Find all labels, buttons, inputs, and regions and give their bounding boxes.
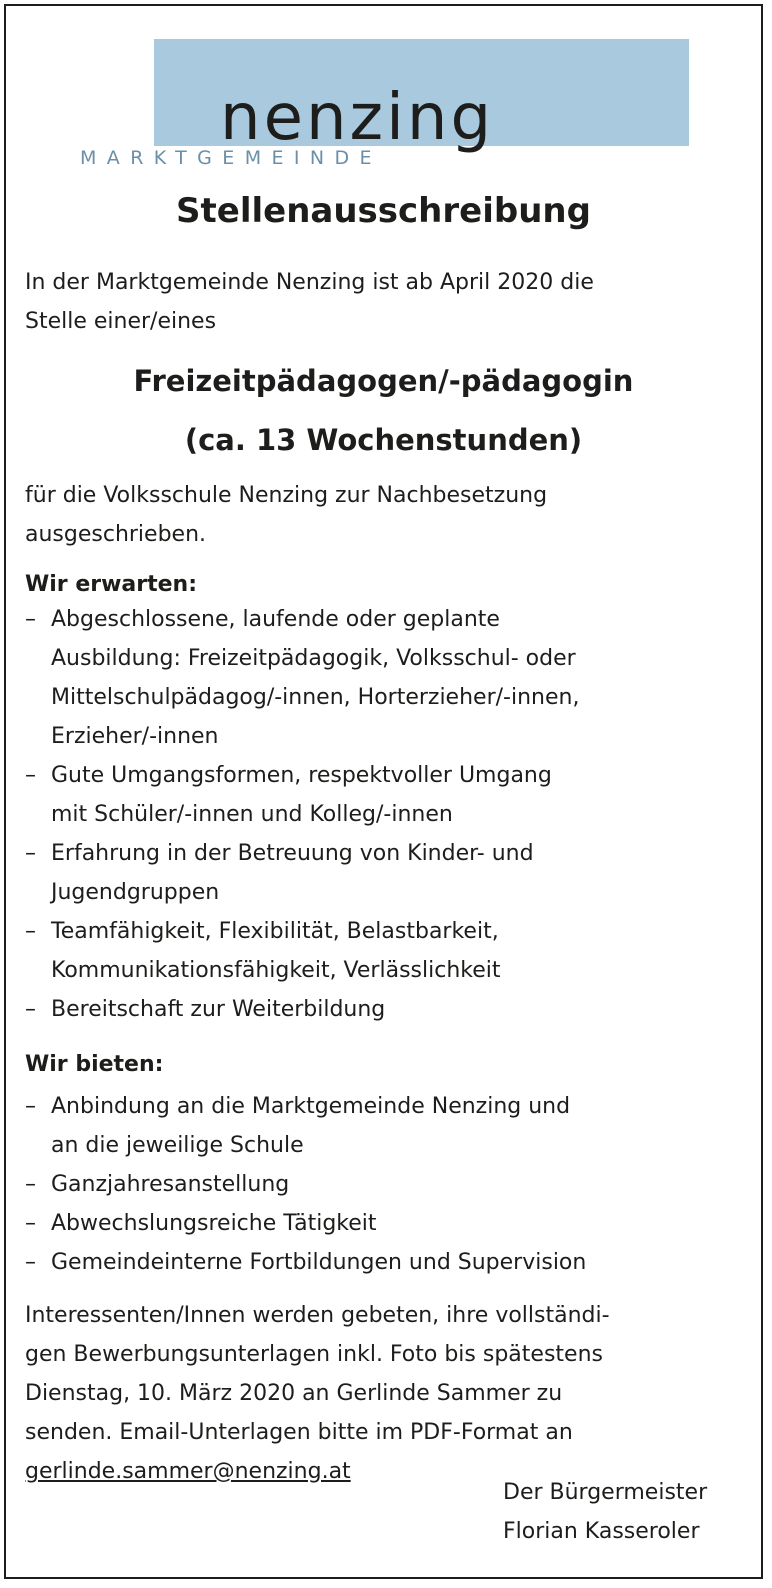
logo-subtitle: MARKTGEMEINDE xyxy=(80,147,382,169)
logo-wordmark: nenzing xyxy=(220,81,495,155)
position-title: Freizeitpädagogen/-pädagogin xyxy=(133,364,634,398)
closing-line: Interessenten/Innen werden gebeten, ihre vollständi- xyxy=(25,1303,610,1328)
list-item: – Anbindung an die Marktgemeinde Nenzing und an die jeweilige Schule xyxy=(25,1087,745,1165)
offers-list xyxy=(25,1087,745,1282)
closing-line: Dienstag, 10. März 2020 an Gerlinde Sammer zu xyxy=(25,1381,563,1406)
closing-text xyxy=(25,1296,745,1491)
list-item: – Abgeschlossene, laufende oder geplante Ausbildung: Freizeitpädagogik, Volksschul- oder Mittelschulpädagog/-innen, Horterzieher/-innen, Erzieher/-innen xyxy=(25,600,745,756)
signature-name: Florian Kasseroler xyxy=(503,1519,700,1544)
intro-line: In der Marktgemeinde Nenzing ist ab April 2020 die xyxy=(25,270,594,295)
offers-heading: Wir bieten: xyxy=(25,1052,164,1077)
context-line: ausgeschrieben. xyxy=(25,522,207,547)
expectations-list xyxy=(25,600,745,1029)
position-hours: (ca. 13 Wochenstunden) xyxy=(184,423,583,457)
expectations-heading: Wir erwarten: xyxy=(25,572,198,597)
list-item: – Erfahrung in der Betreuung von Kinder- und Jugendgruppen xyxy=(25,834,745,912)
list-item: – Gute Umgangsformen, respektvoller Umgang mit Schüler/-innen und Kolleg/-innen xyxy=(25,756,745,834)
list-item: – Abwechslungsreiche Tätigkeit xyxy=(25,1204,745,1243)
context-line: für die Volksschule Nenzing zur Nachbesetzung xyxy=(25,483,548,508)
list-item: – Teamfähigkeit, Flexibilität, Belastbarkeit, Kommunikationsfähigkeit, Verlässlichkeit xyxy=(25,912,745,990)
list-item: – Bereitschaft zur Weiterbildung xyxy=(25,990,745,1029)
signature-role: Der Bürgermeister xyxy=(503,1480,708,1505)
list-item: – Gemeindeinterne Fortbildungen und Supervision xyxy=(25,1243,745,1282)
intro-line: Stelle einer/eines xyxy=(25,309,217,334)
email-link[interactable]: gerlinde.sammer@nenzing.at xyxy=(25,1459,351,1484)
list-item: – Ganzjahresanstellung xyxy=(25,1165,745,1204)
closing-line: senden. Email-Unterlagen bitte im PDF-Format an xyxy=(25,1420,573,1445)
closing-line: gen Bewerbungsunterlagen inkl. Foto bis spätestens xyxy=(25,1342,603,1367)
job-advertisement xyxy=(4,4,763,1579)
intro-text xyxy=(25,263,745,341)
page-title: Stellenausschreibung xyxy=(176,191,591,231)
context-text xyxy=(25,476,745,554)
